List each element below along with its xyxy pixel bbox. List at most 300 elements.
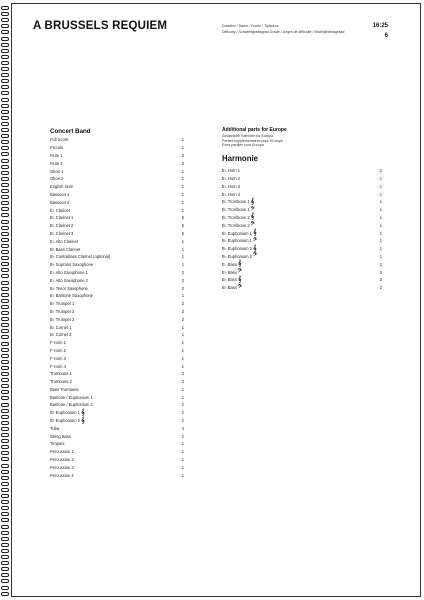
part-quantity: 1 <box>181 410 184 416</box>
part-name: Trombone 2 <box>50 379 72 385</box>
treble-clef-icon: 𝄞 <box>80 416 85 424</box>
binding-ring <box>1 415 9 419</box>
part-name: E♭ Horn 2 <box>222 175 241 181</box>
part-row <box>50 152 184 160</box>
part-quantity: 2 <box>181 308 184 314</box>
binding-ring <box>1 201 9 205</box>
binding-ring <box>1 195 9 199</box>
binding-ring <box>1 561 9 565</box>
part-quantity: 2 <box>181 301 184 307</box>
part-row <box>50 308 184 316</box>
part-row <box>222 167 382 175</box>
part-quantity: 1 <box>181 449 184 455</box>
part-name-group <box>50 223 73 228</box>
part-name-group <box>50 457 74 462</box>
binding-ring <box>1 451 9 455</box>
binding-ring <box>1 256 9 260</box>
treble-clef-icon: 𝄞 <box>250 213 255 221</box>
part-name-group <box>222 253 257 259</box>
part-quantity: 2 <box>379 285 382 291</box>
part-quantity: 1 <box>181 464 184 470</box>
part-row <box>50 269 184 277</box>
binding-ring <box>1 232 9 236</box>
binding-ring <box>1 171 9 175</box>
part-name: B♭ Tenor Saxophone <box>50 285 88 291</box>
binding-ring <box>1 518 9 522</box>
part-row <box>50 386 184 394</box>
binding-ring <box>1 85 9 89</box>
part-quantity: 5 <box>181 230 184 236</box>
binding-ring <box>1 586 9 590</box>
part-name: F Horn 3 <box>50 355 66 361</box>
part-row <box>50 409 184 417</box>
part-name-group <box>50 208 70 213</box>
binding-ring <box>1 335 9 339</box>
binding-ring <box>1 506 9 510</box>
part-row <box>50 222 184 230</box>
part-quantity: 1 <box>181 340 184 346</box>
part-name: E♭ Bass <box>222 269 237 275</box>
part-name: B♭ Cornet 2 <box>50 332 72 338</box>
binding-ring <box>1 555 9 559</box>
part-name: B♭ Clarinet 3 <box>50 230 74 236</box>
part-quantity: 5 <box>181 223 184 229</box>
binding-ring <box>1 274 9 278</box>
part-name: Timpani <box>50 441 65 447</box>
part-row <box>50 456 184 464</box>
part-name-group <box>50 325 72 330</box>
part-name-group <box>50 473 74 478</box>
part-name: B♭ Trombone 2 <box>222 222 250 228</box>
binding-ring <box>1 384 9 388</box>
binding-ring <box>1 37 9 41</box>
duration-label: Duration / Dauer / Durée / Tijdsduur <box>222 24 279 28</box>
part-name: Percussion 2 <box>50 457 74 463</box>
part-name-group <box>222 261 241 267</box>
part-name-group <box>222 184 240 189</box>
binding-ring <box>1 464 9 468</box>
part-name-group <box>50 239 78 244</box>
binding-ring <box>1 104 9 108</box>
binding-ring <box>1 500 9 504</box>
part-name: E♭ Alto Saxophone 1 <box>50 269 88 275</box>
duration-value: 16:25 <box>372 23 388 29</box>
binding-ring <box>1 226 9 230</box>
binding-ring <box>1 317 9 321</box>
part-name-group <box>222 230 256 236</box>
part-quantity: 2 <box>181 277 184 283</box>
part-row <box>50 417 184 425</box>
part-name: B♭ Bass Clarinet <box>50 246 81 252</box>
part-name-group <box>50 278 88 283</box>
part-name-group <box>50 286 88 291</box>
additional-heading: Additional parts for Europe <box>222 127 287 133</box>
binding-ring <box>1 18 9 22</box>
part-quantity: 1 <box>181 262 184 268</box>
part-row <box>50 315 184 323</box>
part-row <box>50 261 184 269</box>
part-quantity: 2 <box>181 379 184 385</box>
part-row <box>50 448 184 456</box>
part-name-group <box>222 238 257 244</box>
part-name: E♭ Clarinet <box>50 207 70 213</box>
part-row <box>50 253 184 261</box>
part-row <box>50 331 184 339</box>
part-quantity: 1 <box>379 199 382 205</box>
part-name-group <box>50 192 69 197</box>
binding-ring <box>1 354 9 358</box>
binding-ring <box>1 238 9 242</box>
part-quantity: 1 <box>181 176 184 182</box>
harmonie-heading: Harmonie <box>222 153 258 163</box>
part-quantity: 2 <box>181 371 184 377</box>
binding-ring <box>1 61 9 65</box>
binding-ring <box>1 73 9 77</box>
harmonie-parts-list <box>222 167 382 292</box>
part-row <box>50 245 184 253</box>
bass-clef-icon: 𝄢 <box>237 283 242 291</box>
binding-ring <box>1 360 9 364</box>
concert-band-parts-list <box>50 136 184 479</box>
part-name: B♭ Bass <box>222 277 237 283</box>
concert-band-section <box>50 127 184 479</box>
part-row <box>222 229 382 237</box>
binding-ring <box>1 378 9 382</box>
part-name-group <box>50 348 66 353</box>
binding-ring <box>1 110 9 114</box>
binding-ring <box>1 98 9 102</box>
part-quantity: 2 <box>181 285 184 291</box>
part-quantity: 1 <box>181 363 184 369</box>
part-row <box>50 237 184 245</box>
part-name-group <box>222 277 241 283</box>
binding-ring <box>1 152 9 156</box>
part-name-group <box>50 262 93 267</box>
part-row <box>50 206 184 214</box>
part-name-group <box>50 356 66 361</box>
part-name: Tuba <box>50 425 60 431</box>
part-row <box>50 432 184 440</box>
part-name-group <box>222 176 240 181</box>
part-name: E♭ Bass <box>222 261 237 267</box>
binding-ring <box>1 348 9 352</box>
part-name: B♭ Euphonium 1 <box>50 410 80 416</box>
part-row <box>50 292 184 300</box>
part-name: Flute 1 <box>50 152 63 158</box>
concert-band-heading: Concert Band <box>50 128 91 135</box>
bass-clef-icon: 𝄢 <box>250 205 255 213</box>
part-name-group <box>222 269 242 275</box>
part-name-group <box>50 426 59 431</box>
part-quantity: 1 <box>181 145 184 151</box>
binding-ring <box>1 250 9 254</box>
part-name: B♭ Soprano Saxophone <box>50 262 94 268</box>
part-quantity: 1 <box>379 238 382 244</box>
part-quantity: 5 <box>181 215 184 221</box>
binding-ring <box>1 579 9 583</box>
binding-ring <box>1 220 9 224</box>
part-quantity: 1 <box>379 230 382 236</box>
part-name-group <box>50 145 63 150</box>
part-name-group <box>50 332 72 337</box>
part-quantity: 2 <box>379 277 382 283</box>
part-name: Baritone / Euphonium 1 <box>50 394 93 400</box>
binding-ring <box>1 134 9 138</box>
binding-ring <box>1 79 9 83</box>
part-quantity: 2 <box>379 269 382 275</box>
binding-ring <box>1 323 9 327</box>
part-quantity: 1 <box>181 184 184 190</box>
part-name: Bassoon 1 <box>50 191 70 197</box>
part-row <box>222 245 382 253</box>
part-name: B♭ Clarinet 1 <box>50 215 74 221</box>
treble-clef-icon: 𝄞 <box>252 229 257 237</box>
header-meta <box>222 24 362 35</box>
binding-ring <box>1 159 9 163</box>
part-name: B♭ Trombone 2 <box>222 214 250 220</box>
part-quantity: 1 <box>181 137 184 143</box>
part-quantity: 1 <box>181 168 184 174</box>
part-quantity: 1 <box>181 238 184 244</box>
part-row <box>50 347 184 355</box>
part-quantity: 1 <box>181 418 184 424</box>
binding-ring <box>1 445 9 449</box>
part-name: English Horn <box>50 184 74 190</box>
part-row <box>50 198 184 206</box>
part-row <box>222 276 382 284</box>
part-name: F Horn 4 <box>50 363 66 369</box>
part-row <box>50 300 184 308</box>
part-row <box>50 339 184 347</box>
part-name: Oboe 2 <box>50 176 64 182</box>
part-name: B♭ Trumpet 1 <box>50 301 75 307</box>
part-name-group <box>50 418 84 424</box>
binding-ring <box>1 573 9 577</box>
difficulty-label: Difficulty / Schwierigkeitsgrad Grade / Degré de difficulté / Moeilijkheidsgraad <box>222 29 345 34</box>
part-quantity: 1 <box>181 332 184 338</box>
part-name: Bassoon 2 <box>50 199 70 205</box>
part-quantity: 2 <box>181 160 184 166</box>
binding-ring <box>1 403 9 407</box>
part-name: B♭ Clarinet 2 <box>50 223 74 229</box>
binding-ring <box>1 427 9 431</box>
binding-ring <box>1 299 9 303</box>
part-name-group <box>50 200 69 205</box>
part-name: B♭ Trombone 1 <box>222 199 250 205</box>
binding-ring <box>1 549 9 553</box>
binding-ring <box>1 281 9 285</box>
part-name: Percussion 3 <box>50 464 74 470</box>
part-quantity: 1 <box>379 207 382 213</box>
binding-ring <box>1 91 9 95</box>
part-name-group <box>50 215 73 220</box>
part-quantity: 2 <box>379 168 382 174</box>
additional-sub-de: Zusätzliche Stimmen für Europa <box>222 134 274 138</box>
part-row <box>50 175 184 183</box>
part-name-group <box>222 222 255 228</box>
part-name-group <box>50 184 73 189</box>
part-quantity: 2 <box>181 269 184 275</box>
binding-ring <box>1 543 9 547</box>
part-quantity: 1 <box>181 441 184 447</box>
binding-ring <box>1 421 9 425</box>
part-row <box>50 370 184 378</box>
part-row <box>50 136 184 144</box>
part-name: B♭ Euphonium 2 <box>222 253 252 259</box>
binding-ring <box>1 55 9 59</box>
part-name: Piccolo <box>50 145 64 151</box>
spiral-binding <box>0 0 10 600</box>
part-name: B♭ Trumpet 2 <box>50 308 75 314</box>
part-name-group <box>50 434 71 439</box>
part-name: F Horn 1 <box>50 340 66 346</box>
binding-ring <box>1 268 9 272</box>
binding-ring <box>1 43 9 47</box>
binding-ring <box>1 457 9 461</box>
additional-sub-fr: Parties supplémentaires pour l'Europe <box>222 138 283 143</box>
binding-ring <box>1 30 9 34</box>
part-name: Percussion 4 <box>50 472 74 478</box>
part-name-group <box>222 207 255 213</box>
part-quantity: 2 <box>181 152 184 158</box>
binding-ring <box>1 311 9 315</box>
part-row <box>50 378 184 386</box>
treble-clef-icon: 𝄞 <box>237 260 242 268</box>
part-row <box>50 471 184 479</box>
part-row <box>222 214 382 222</box>
part-name-group <box>50 176 63 181</box>
part-name-group <box>50 169 63 174</box>
binding-ring <box>1 262 9 266</box>
part-row <box>50 354 184 362</box>
part-name-group <box>50 371 72 376</box>
part-quantity: 1 <box>379 246 382 252</box>
part-quantity: 2 <box>181 316 184 322</box>
bass-clef-icon: 𝄢 <box>252 252 257 260</box>
part-name-group <box>50 231 73 236</box>
treble-clef-icon: 𝄞 <box>252 244 257 252</box>
binding-ring <box>1 207 9 211</box>
part-row <box>222 260 382 268</box>
binding-ring <box>1 305 9 309</box>
part-quantity: 1 <box>181 207 184 213</box>
bass-clef-icon: 𝄢 <box>250 221 255 229</box>
part-name: Baritone / Euphonium 2 <box>50 402 93 408</box>
binding-ring <box>1 49 9 53</box>
treble-clef-icon: 𝄞 <box>237 275 242 283</box>
part-quantity: 1 <box>181 402 184 408</box>
part-name-group <box>50 137 68 142</box>
binding-ring <box>1 128 9 132</box>
binding-ring <box>1 537 9 541</box>
part-row <box>50 167 184 175</box>
part-name: B♭ Euphonium 1 <box>222 230 252 236</box>
binding-ring <box>1 12 9 16</box>
part-name: B♭ Euphonium 2 <box>50 418 80 424</box>
binding-ring <box>1 244 9 248</box>
binding-ring <box>1 122 9 126</box>
part-quantity: 4 <box>181 425 184 431</box>
part-name: Bass Trombone <box>50 386 79 392</box>
binding-ring <box>1 177 9 181</box>
part-quantity: 1 <box>181 254 184 260</box>
part-name-group <box>50 254 110 259</box>
bass-clef-icon: 𝄢 <box>252 236 257 244</box>
part-quantity: 2 <box>379 261 382 267</box>
part-row <box>50 183 184 191</box>
part-name-group <box>222 199 254 205</box>
binding-ring <box>1 6 9 10</box>
part-quantity: 1 <box>181 472 184 478</box>
part-row <box>50 214 184 222</box>
part-name: E♭ Horn 1 <box>222 168 241 174</box>
part-quantity: 1 <box>181 246 184 252</box>
binding-ring <box>1 439 9 443</box>
part-name-group <box>50 364 66 369</box>
part-name-group <box>50 317 74 322</box>
part-name-group <box>50 402 93 407</box>
part-name-group <box>50 465 74 470</box>
part-name-group <box>50 410 84 416</box>
part-name: E♭ Alto Clarinet <box>50 238 78 244</box>
part-name-group <box>50 293 93 298</box>
part-row <box>222 253 382 261</box>
part-name: B♭ Euphonium 2 <box>222 246 252 252</box>
part-quantity: 1 <box>181 433 184 439</box>
part-row <box>222 206 382 214</box>
part-name-group <box>50 161 63 166</box>
binding-ring <box>1 293 9 297</box>
part-quantity: 1 <box>181 394 184 400</box>
part-name-group <box>222 285 242 291</box>
part-quantity: 1 <box>379 183 382 189</box>
header-values <box>366 21 388 41</box>
part-quantity: 1 <box>181 191 184 197</box>
additional-sub-nl: Extra partijen voor Europa <box>222 143 264 148</box>
part-row <box>50 362 184 370</box>
binding-ring <box>1 116 9 120</box>
part-row <box>222 198 382 206</box>
part-row <box>222 175 382 183</box>
part-name-group <box>50 301 74 306</box>
part-row <box>50 440 184 448</box>
part-name: B♭ Trumpet 3 <box>50 316 75 322</box>
part-quantity: 1 <box>379 214 382 220</box>
part-quantity: 1 <box>181 324 184 330</box>
binding-ring <box>1 24 9 28</box>
binding-ring <box>1 470 9 474</box>
part-row <box>50 159 184 167</box>
part-name: Trombone 1 <box>50 371 72 377</box>
part-row <box>50 191 184 199</box>
binding-ring <box>1 488 9 492</box>
part-row <box>50 463 184 471</box>
binding-ring <box>1 512 9 516</box>
binding-ring <box>1 165 9 169</box>
part-quantity: 1 <box>379 253 382 259</box>
grade-value: 6 <box>384 33 388 39</box>
part-name: B♭ Bass <box>222 285 237 291</box>
part-quantity: 1 <box>181 199 184 205</box>
binding-ring <box>1 409 9 413</box>
part-name-group <box>50 387 79 392</box>
part-name: F Horn 2 <box>50 347 66 353</box>
additional-parts-section <box>222 127 382 292</box>
part-row <box>50 323 184 331</box>
part-row <box>222 182 382 190</box>
part-name: Flute 2 <box>50 160 63 166</box>
page-title: A BRUSSELS REQUIEM <box>33 20 168 32</box>
